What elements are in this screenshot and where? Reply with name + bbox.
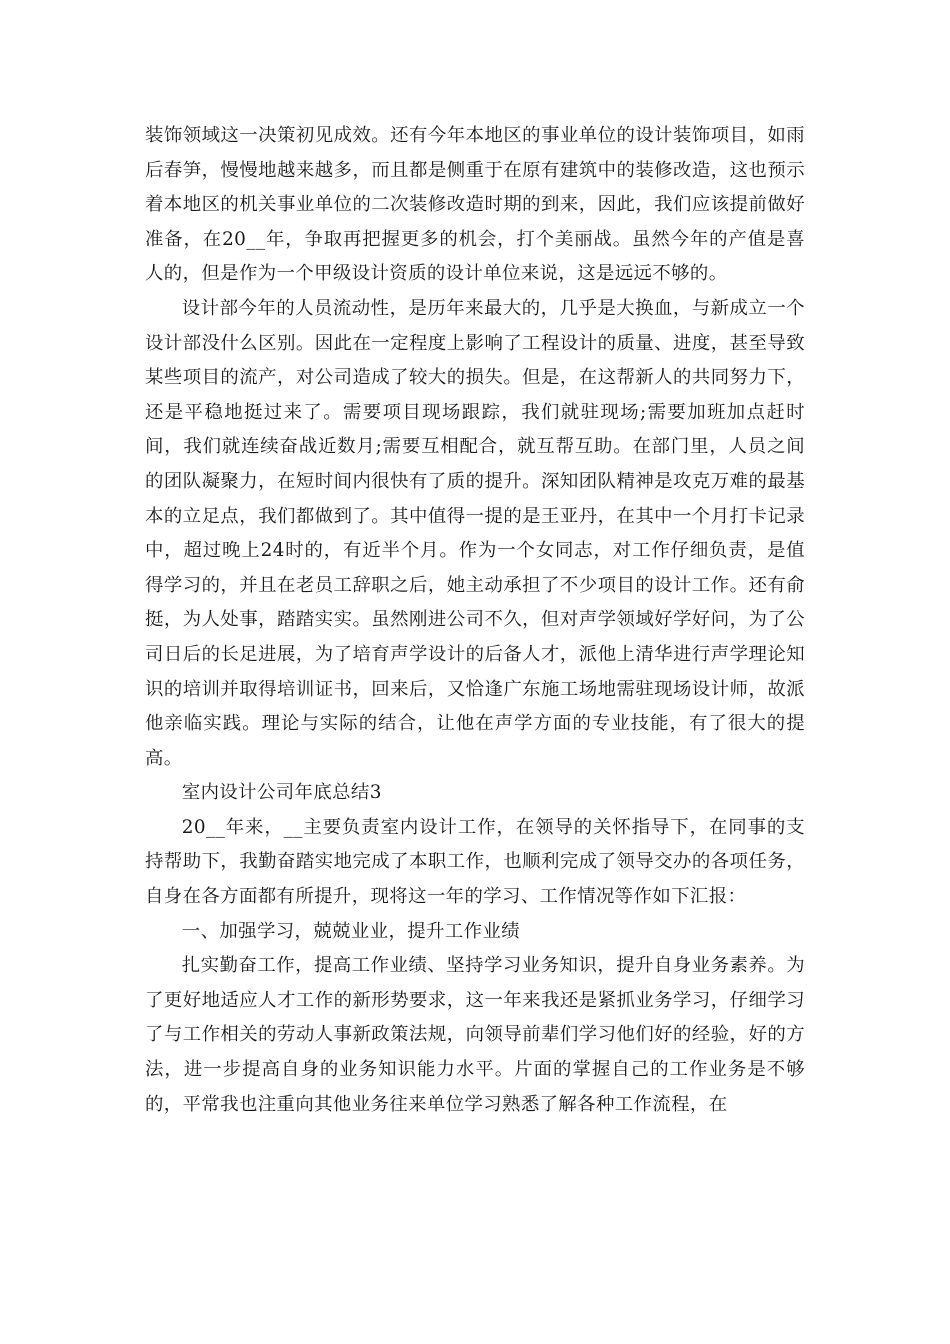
document-body (145, 119, 805, 1122)
paragraph-design-department: 设计部今年的人员流动性，是历年来最大的，几乎是大换血，与新成立一个设计部没什么区别。因此在一定程度上影响了工程设计的质量、进度，甚至导致某些项目的流产，对公司造成了较大的损失。但是，在这帮新人的共同努力下，还是平稳地挺过来了。需要项目现场跟踪，我们就驻现场;需要加班加点赶时间，我们就连续奋战近数月;需要互相配合，就互帮互助。在部门里，人员之间的团队凝聚力，在短时间内很快有了质的提升。深知团队精神是攻克万难的最基本的立足点，我们都做到了。其中值得一提的是王亚丹，在其中一个月打卡记录中，超过晚上24时的，有近半个月。作为一个女同志，对工作仔细负责，是值得学习的，并且在老员工辞职之后，她主动承担了不少项目的设计工作。还有俞挺，为人处事，踏踏实实。虽然刚进公司不久，但对声学领域好学好问，为了公司日后的长足进展，为了培育声学设计的后备人才，派他上清华进行声学理论知识的培训并取得培训证书，回来后，又恰逢广东施工场地需驻现场设计师，故派他亲临实践。理论与实际的结合，让他在声学方面的专业技能，有了很大的提高。 (145, 297, 805, 769)
paragraph-continuation: 装饰领域这一决策初见成效。还有今年本地区的事业单位的设计装饰项目，如雨后春笋，慢慢地越来越多，而且都是侧重于在原有建筑中的装修改造，这也预示着本地区的机关事业单位的二次装修改造时期的到来，因此，我们应该提前做好准备，在20__年，争取再把握更多的机会，打个美丽战。虽然今年的产值是喜人的，但是作为一个甲级设计资质的设计单位来说，这是远远不够的。 (145, 125, 805, 285)
subsection-heading: 一、加强学习，兢兢业业，提升工作业绩 (181, 920, 521, 942)
paragraph-intro: 20__年来，__主要负责室内设计工作，在领导的关怀指导下，在同事的支持帮助下，我勤奋踏实地完成了本职工作，也顺利完成了领导交办的各项任务，自身在各方面都有所提升，现将这一年的学习、工作情况等作如下汇报： (145, 816, 805, 908)
section-title: 室内设计公司年底总结3 (181, 782, 382, 804)
paragraph-study: 扎实勤奋工作，提高工作业绩、坚持学习业务知识，提升自身业务素养。为了更好地适应人才工作的新形势要求，这一年来我还是紧抓业务学习，仔细学习了与工作相关的劳动人事新政策法规，向领导前辈们学习他们好的经验，好的方法，进一步提高自身的业务知识能力水平。片面的掌握自己的工作业务是不够的，平常我也注重向其他业务往来单位学习熟悉了解各种工作流程，在 (145, 955, 805, 1115)
